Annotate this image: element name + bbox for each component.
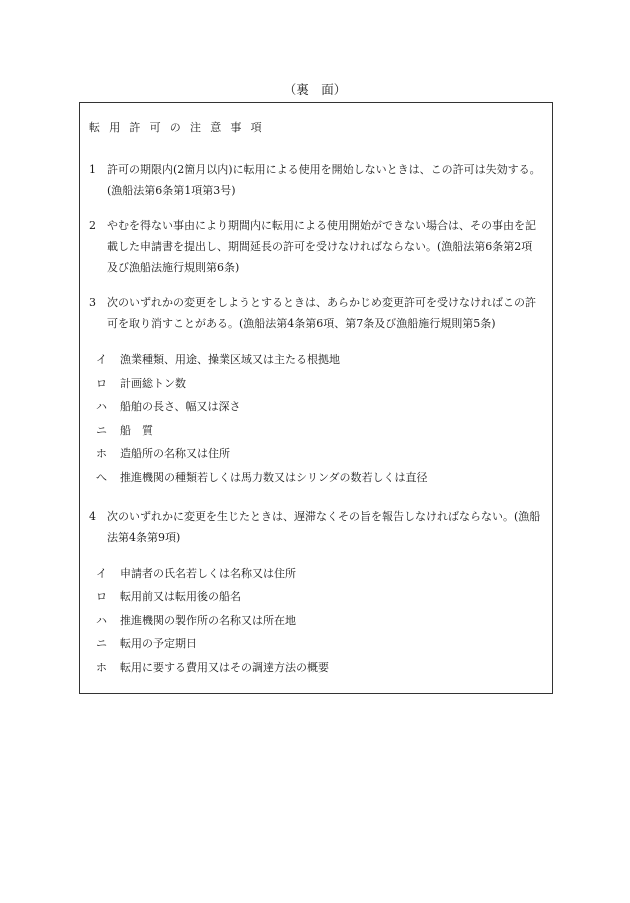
- list-item-text: 船 質: [120, 423, 153, 437]
- list-marker: ホ: [96, 660, 107, 674]
- list-item: [89, 442, 542, 466]
- list-item: [89, 348, 542, 372]
- list-marker: ロ: [96, 590, 107, 604]
- list-marker: ニ: [96, 423, 107, 437]
- list-item: [89, 466, 542, 490]
- list-item-text: 転用に要する費用又はその調達方法の概要: [120, 660, 329, 674]
- list-marker: ハ: [96, 613, 107, 627]
- list-item: [89, 419, 542, 443]
- list-item-text: 推進機関の種類若しくは馬力数又はシリンダの数若しくは直径: [120, 470, 428, 484]
- note-number: 2: [89, 219, 96, 232]
- list-marker: ロ: [96, 376, 107, 390]
- note-text: やむを得ない事由により期間内に転用による使用開始ができない場合は、その事由を記載した申請書を提出し、期間延長の許可を受けなければならない。(漁船法第6条第2項及び漁船法施行規則第6条): [107, 219, 536, 274]
- note-4-sublist: [89, 562, 542, 680]
- list-item: [89, 395, 542, 419]
- note-2: [89, 215, 542, 278]
- note-3: [89, 292, 542, 334]
- note-text: 次のいずれかに変更を生じたときは、遅滞なくその旨を報告しなければならない。(漁船法第4条第9項): [107, 509, 541, 544]
- list-item-text: 漁業種類、用途、操業区域又は主たる根拠地: [120, 353, 340, 366]
- list-item: [89, 585, 542, 609]
- note-1: [89, 159, 542, 201]
- notice-box: [79, 102, 553, 694]
- list-marker: イ: [96, 353, 107, 366]
- note-text: 許可の期限内(2箇月以内)に転用による使用を開始しないときは、この許可は失効する。(漁船法第6条第1項第3号): [107, 163, 541, 197]
- list-marker: へ: [96, 470, 107, 484]
- list-item-text: 転用前又は転用後の船名: [120, 590, 241, 604]
- note-number: 1: [89, 163, 96, 176]
- list-item: [89, 562, 542, 586]
- notice-heading: 転用許可の注意事項: [89, 121, 271, 134]
- list-item: [89, 609, 542, 633]
- note-3-sublist: [89, 348, 542, 490]
- list-marker: ニ: [96, 637, 107, 651]
- list-item: [89, 656, 542, 680]
- note-number: 3: [89, 296, 96, 309]
- list-item-text: 推進機関の製作所の名称又は所在地: [120, 613, 296, 627]
- note-text: 次のいずれかの変更をしようとするときは、あらかじめ変更許可を受けなければこの許可を取り消すことがある。(漁船法第4条第6項、第7条及び漁船施行規則第5条): [107, 296, 536, 330]
- note-4: [89, 506, 542, 548]
- list-marker: ハ: [96, 400, 107, 414]
- list-item-text: 転用の予定期日: [120, 637, 197, 651]
- note-number: 4: [89, 509, 96, 523]
- list-item-text: 申請者の氏名若しくは名称又は住所: [120, 566, 296, 580]
- list-item-text: 造船所の名称又は住所: [120, 447, 230, 461]
- page-title: （裏 面）: [283, 82, 347, 97]
- list-marker: イ: [96, 566, 107, 580]
- list-marker: ホ: [96, 447, 107, 461]
- list-item: [89, 372, 542, 396]
- list-item-text: 船舶の長さ、幅又は深さ: [120, 400, 241, 414]
- list-item: [89, 632, 542, 656]
- list-item-text: 計画総トン数: [120, 376, 186, 390]
